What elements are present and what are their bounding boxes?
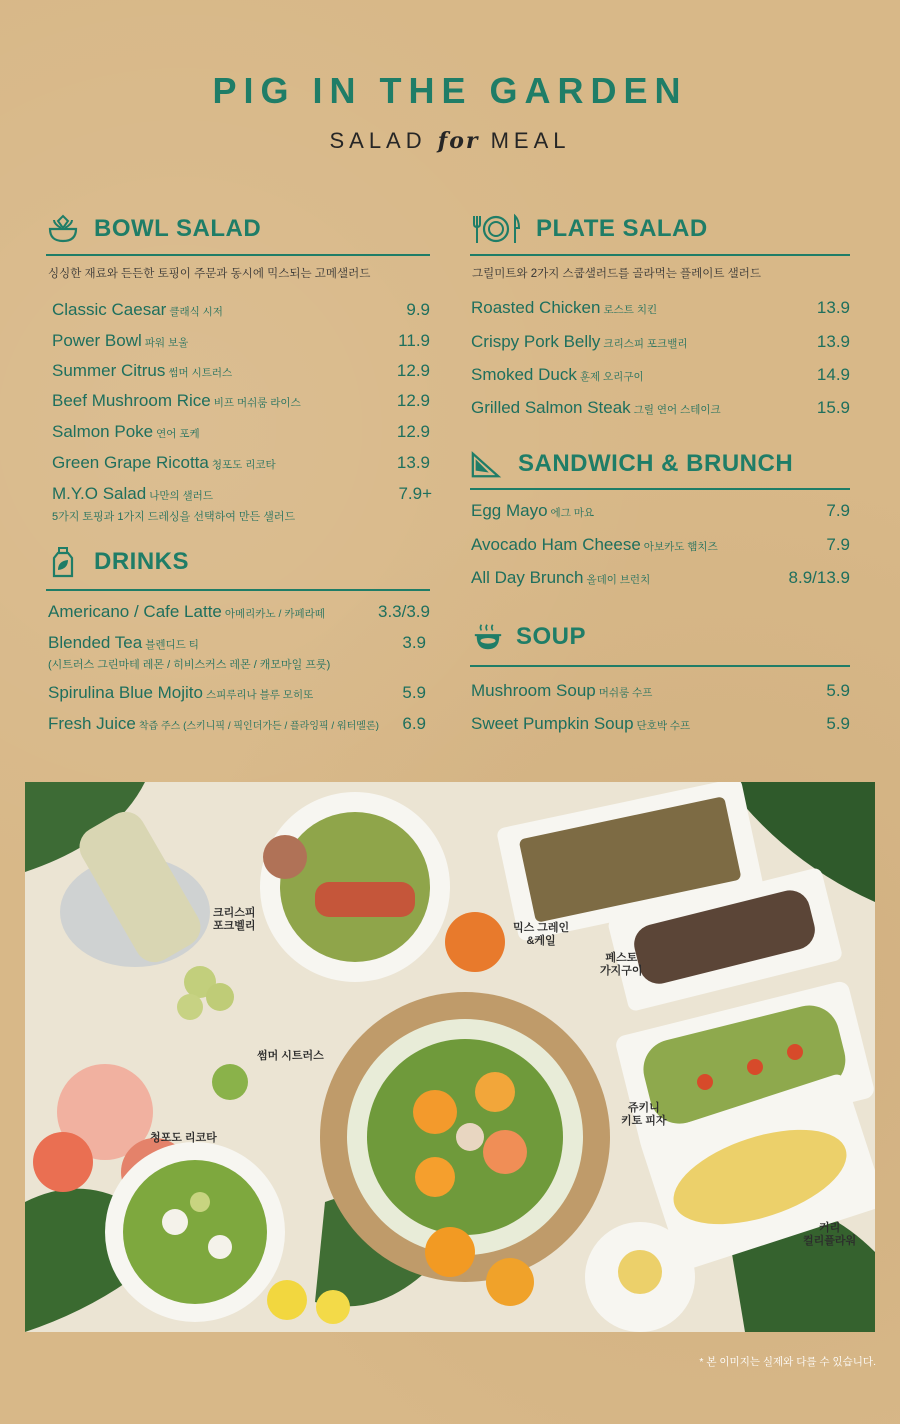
menu-item [48,683,313,703]
subtitle-salad: SALAD [329,128,427,153]
drinks-section-header [46,545,189,579]
item-name: Power Bowl [52,331,142,350]
item-name-ko: 아보카도 햄치즈 [643,541,718,553]
item-name: Sweet Pumpkin Soup [471,714,634,733]
menu-item [48,633,199,653]
food-photo [25,782,875,1332]
item-name: Americano / Cafe Latte [48,602,222,621]
photo-label-pork: 크리스피 포크벨리 [213,907,256,932]
sandwich-section-header [470,447,793,481]
photo-label-grape: 청포도 리코타 [150,1132,217,1144]
plate-title: PLATE SALAD [536,215,708,242]
bowl-desc: 싱싱한 재료와 든든한 토핑이 주문과 동시에 믹스되는 고메샐러드 [48,268,371,280]
drinks-title: DRINKS [94,548,190,575]
item-name: Roasted Chicken [471,298,601,317]
item-name-ko: 훈제 오리구이 [579,371,644,383]
bottle-icon [46,545,80,579]
item-name-ko: 썸머 시트러스 [168,367,233,379]
menu-item [471,681,652,701]
photo-label-citrus: 썸머 시트러스 [257,1050,324,1062]
photo-label-eggplant: 페스토 가지구이 [600,952,643,977]
item-name-ko: 청포도 리코타 [211,459,276,471]
item-price: 8.9/13.9 [788,568,850,587]
brand-subtitle [0,128,900,154]
item-name: Grilled Salmon Steak [471,398,631,417]
sandwich-icon [470,447,502,481]
item-price: 12.9 [396,422,430,441]
plate-rule [470,254,850,256]
item-name: M.Y.O Salad [52,484,147,503]
menu-item [52,484,213,504]
item-name-ko: 클래식 시저 [169,306,223,318]
item-price: 3.9 [402,633,426,652]
menu-item [48,714,379,734]
soup-section-header [472,620,586,654]
item-price: 12.9 [396,391,430,410]
item-name-ko: 비프 머쉬룸 라이스 [213,397,301,409]
item-name-ko: 스피루리나 블루 모히또 [205,689,314,701]
item-name-ko: 아메리카노 / 카페라떼 [224,608,325,620]
menu-item [471,332,687,352]
item-name: Spirulina Blue Mojito [48,683,203,702]
item-name-ko: 크리스피 포크밸리 [603,338,688,350]
menu-item [52,422,200,442]
item-name: Mushroom Soup [471,681,596,700]
tea-note: (시트러스 그린마테 레몬 / 히비스커스 레몬 / 캐모마일 프룻) [48,659,331,671]
bowl-title: BOWL SALAD [94,215,262,242]
item-name-ko: 올데이 브런치 [586,574,651,586]
item-price: 5.9 [402,683,426,702]
item-name-ko: 파워 보울 [144,337,189,349]
subtitle-for: for [437,128,480,154]
menu-item [471,398,721,418]
item-price: 7.9 [826,501,850,520]
menu-item [52,331,188,351]
menu-item [48,602,325,622]
item-name: Green Grape Ricotta [52,453,209,472]
item-name: Salmon Poke [52,422,154,441]
item-price: 13.9 [396,453,430,472]
soup-pot-icon [472,620,504,654]
item-price: 9.9 [406,300,430,319]
item-price: 7.9 [826,535,850,554]
photo-label-curry: 커리 컬리플라워 [803,1222,857,1247]
item-name: Classic Caesar [52,300,167,319]
item-name-ko: 블렌디드 티 [145,639,199,651]
item-name: Avocado Ham Cheese [471,535,641,554]
soup-title: SOUP [516,623,587,650]
menu-item [52,453,276,473]
item-name-ko: 머쉬룸 수프 [598,687,653,699]
item-name-ko: 나만의 샐러드 [149,490,213,502]
item-name-ko: 단호박 수프 [636,720,691,732]
subtitle-meal: MEAL [490,128,571,153]
menu-item [52,361,232,381]
item-price: 3.3/3.9 [378,602,430,621]
item-name: Crispy Pork Belly [471,332,601,351]
plate-desc: 그릴미트와 2가지 스쿱샐러드를 골라먹는 플레이트 샐러드 [472,268,761,280]
item-name-ko: 에그 마요 [550,507,595,519]
menu-item [471,535,718,555]
myo-note: 5가지 토핑과 1가지 드레싱을 선택하여 만든 샐러드 [52,511,296,523]
item-name-ko: 연어 포케 [156,428,200,440]
item-name: Egg Mayo [471,501,548,520]
item-name: Smoked Duck [471,365,577,384]
drinks-rule [46,589,430,591]
item-name: Summer Citrus [52,361,166,380]
item-name-ko: 그릴 연어 스테이크 [633,404,721,416]
brand-title: PIG IN THE GARDEN [212,70,688,111]
menu-item [471,298,657,318]
item-name: Blended Tea [48,633,143,652]
disclaimer: * 본 이미지는 실제와 다를 수 있습니다. [699,1356,876,1368]
item-price: 6.9 [402,714,426,733]
item-price: 14.9 [816,365,850,384]
sandwich-rule [470,488,850,490]
item-name: Fresh Juice [48,714,136,733]
item-price: 13.9 [816,298,850,317]
item-price: 15.9 [816,398,850,417]
item-price: 5.9 [826,714,850,733]
soup-rule [470,665,850,667]
menu-item [471,365,644,385]
plate-cutlery-icon [470,212,522,246]
item-name-ko: 로스트 치킨 [603,304,658,316]
photo-label-grain: 믹스 그레인 &케일 [513,922,570,947]
item-name: All Day Brunch [471,568,584,587]
item-price: 7.9+ [398,484,432,503]
item-price: 11.9 [398,331,430,350]
menu-item [52,300,223,320]
menu-item [52,391,301,411]
sandwich-title: SANDWICH & BRUNCH [518,450,794,477]
bowl-rule [46,254,430,256]
item-price: 5.9 [826,681,850,700]
item-price: 13.9 [816,332,850,351]
plate-section-header [470,212,708,246]
photo-label-zucchini: 쥬키니 키토 피자 [621,1102,667,1127]
food-illustration [25,782,875,1332]
bowl-icon [46,212,80,246]
menu-item [471,568,650,588]
item-name: Beef Mushroom Rice [52,391,211,410]
menu-item [471,501,594,521]
item-name-ko: 착즙 주스 (스키니픽 / 픽인더가든 / 플라잉픽 / 워터멜론) [138,721,379,732]
menu-item [471,714,690,734]
item-price: 12.9 [396,361,430,380]
bowl-section-header [46,212,261,246]
